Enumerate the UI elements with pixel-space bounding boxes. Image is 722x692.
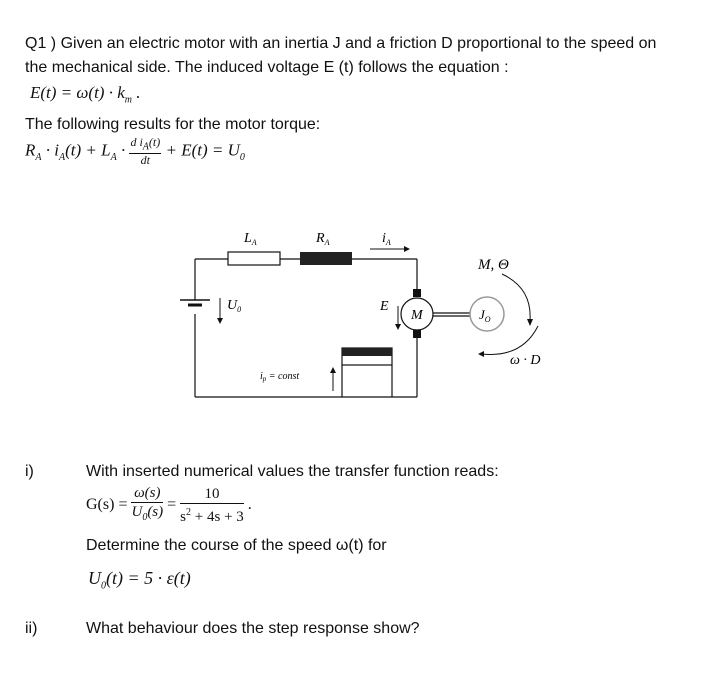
friction-arrow-icon bbox=[478, 351, 484, 357]
equation-induced-voltage: $E(t) = \omega(t) \cdot k_m$ . bbox=[30, 83, 141, 106]
equation-motor-torque: $R_A \cdot i_A(t) + L_A$ · $\frac{d i_A(t)}{dt}$ + $E(t) = U_0$ bbox=[25, 135, 245, 168]
part-i-determine: Determine the course of the speed ω(t) for bbox=[86, 537, 387, 554]
emf-arrow-icon bbox=[395, 324, 401, 330]
part-i-label: i) bbox=[25, 463, 34, 480]
label-m-theta: M, Θ bbox=[478, 257, 509, 273]
label-ra: $R_A$ bbox=[316, 231, 330, 247]
label-ia: $i_A$ bbox=[382, 231, 391, 247]
label-friction: ω · D bbox=[510, 353, 541, 368]
question-line-1: Q1 ) Given an electric motor with an inertia J and a friction D proportional to the speed on bbox=[25, 35, 657, 52]
motor-circuit-diagram bbox=[170, 222, 570, 402]
label-jo: $J_O$ bbox=[479, 307, 491, 324]
part-i-text: With inserted numerical values the transfer function reads: bbox=[86, 463, 499, 480]
transfer-fraction-1: $\frac{\omega(s)}{U_0(s)}$ bbox=[131, 485, 164, 523]
derivative-fraction: $\frac{d i_A(t)}{dt}$ bbox=[130, 135, 161, 168]
transfer-fraction-2: $\frac{10}{s^2 + 4s + 3}$ bbox=[180, 486, 244, 525]
torque-arrow-icon bbox=[527, 319, 533, 326]
inductor-la bbox=[228, 252, 280, 265]
voltage-arrow-icon bbox=[217, 318, 223, 324]
question-line-2: the mechanical side. The induced voltage E (t) follows the equation : bbox=[25, 59, 509, 76]
question-line-3: The following results for the motor torque: bbox=[25, 116, 321, 133]
current-arrow-icon bbox=[404, 246, 410, 252]
label-m: M bbox=[411, 308, 423, 323]
resistor-ra bbox=[300, 252, 352, 265]
transfer-function: G(s) = $\frac{\omega(s)}{U_0(s)}$ = $\frac{10}{s^2 + 4s + 3}$ . bbox=[86, 485, 252, 525]
part-ii-text: What behaviour does the step response show? bbox=[86, 620, 420, 637]
part-ii-label: ii) bbox=[25, 620, 38, 637]
label-e: E bbox=[380, 299, 389, 314]
input-voltage-equation: $U_0(t) = 5 \cdot \varepsilon(t)$ bbox=[88, 568, 191, 592]
label-u0: $U_0$ bbox=[227, 298, 242, 314]
inertia-disc bbox=[470, 297, 504, 331]
label-field-current: $i_p$ = const bbox=[260, 371, 300, 383]
field-current-arrow-icon bbox=[330, 367, 336, 373]
label-la: $L_A$ bbox=[244, 231, 257, 247]
